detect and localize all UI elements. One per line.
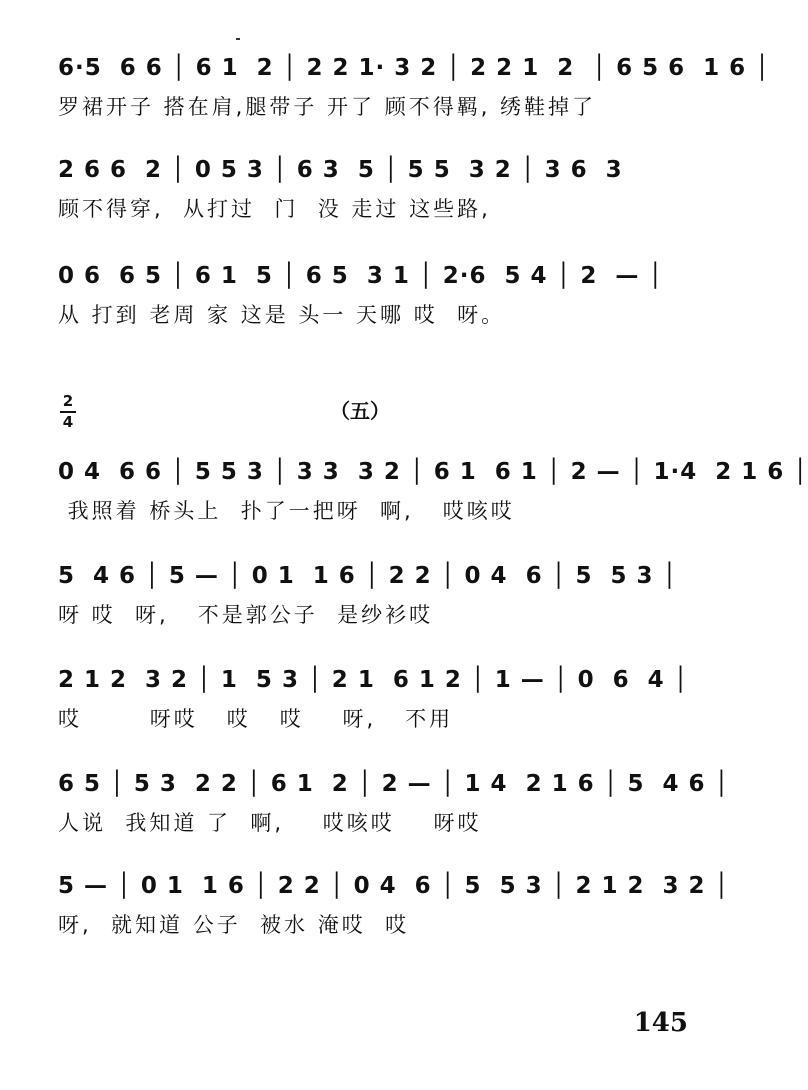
notation-row: 6·5 6 6 │ 6 1 2 │ 2 2 1· 3 2 │ 2 2 1 2 │ 6 5 6 1 6 │ [58, 55, 770, 81]
lyrics-row: 我照着 桥头上 扑了一把呀 啊, 哎咳哎 [58, 499, 515, 523]
time-signature-top: 2 [62, 392, 74, 410]
notation-row: 2 6 6 2 │ 0 5 3 │ 6 3 5 │ 5 5 3 2 │ 3 6 3 [58, 157, 623, 183]
lyrics-row: 呀 哎 呀, 不是郭公子 是纱衫哎 [58, 603, 434, 627]
lyrics-row: 罗裙开子 搭在肩,腿带子 开了 顾不得羁, 绣鞋掉了 [58, 95, 597, 119]
score-line-8 [0, 866, 730, 996]
lyrics-row: 顾不得穿, 从打过 门 没 走过 这些路, [58, 197, 491, 221]
notation-row: 5 4 6 │ 5 — │ 0 1 1 6 │ 2 2 │ 0 4 6 │ 5 5 3 │ [58, 563, 678, 589]
lyrics-row: 哎 呀哎 哎 哎 呀, 不用 [58, 707, 454, 731]
time-signature [60, 394, 76, 440]
lyrics-row: 人说 我知道 了 啊, 哎咳哎 呀哎 [58, 811, 482, 835]
time-signature-bottom: 4 [62, 413, 74, 431]
notation-row: 6 5 │ 5 3 2 2 │ 6 1 2 │ 2 — │ 1 4 2 1 6 │ 5 4 6 │ [58, 771, 730, 797]
lyrics-row: 从 打到 老周 家 这是 头一 天哪 哎 呀。 [58, 303, 506, 327]
notation-row: 2 1 2 3 2 │ 1 5 3 │ 2 1 6 1 2 │ 1 — │ 0 6 4 │ [58, 667, 689, 693]
notation-row: 5 — │ 0 1 1 6 │ 2 2 │ 0 4 6 │ 5 5 3 │ 2 1 2 3 2 │ [58, 873, 730, 899]
lyrics-row: 呀, 就知道 公子 被水 淹哎 哎 [58, 913, 410, 937]
score-line-3 [0, 256, 722, 386]
notation-row: 0 6 6 5 │ 6 1 5 │ 6 5 3 1 │ 2·6 5 4 │ 2 — │ [58, 263, 664, 289]
print-mark [236, 38, 240, 40]
page-number: 145 [633, 1008, 688, 1038]
section-title: （五） [330, 399, 390, 423]
notation-row: 0 4 6 6 │ 5 5 3 │ 3 3 3 2 │ 6 1 6 1 │ 2 — │ 1·4 2 1 6 │ [58, 459, 808, 485]
